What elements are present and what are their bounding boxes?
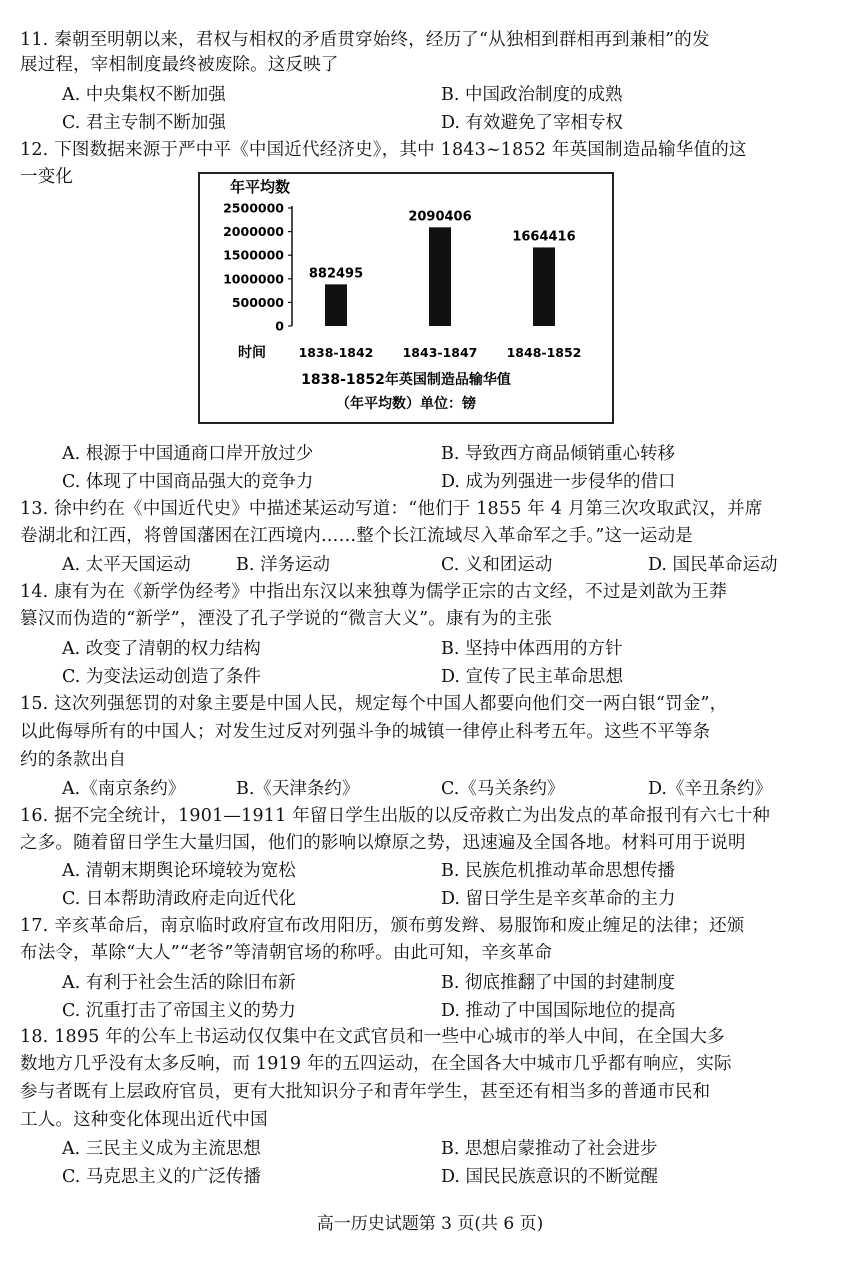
y-tick-label: 1000000 (223, 271, 284, 287)
q18-stem-line-3: 参与者既有上层政府官员，更有大批知识分子和青年学生，甚至还有相当多的普通市民和 (20, 1082, 711, 1102)
bar-chart (200, 174, 612, 422)
y-tick-label: 2500000 (223, 200, 284, 216)
q18-option-b[interactable]: B. 思想启蒙推动了社会进步 (441, 1139, 658, 1159)
q17-stem-line-2: 布法令，革除“大人”“老爷”等清朝官场的称呼。由此可知，辛亥革命 (20, 943, 553, 963)
y-tick-label: 2000000 (223, 224, 284, 240)
q12-options-row-1 (0, 441, 860, 467)
q15-stem-line-1: 15. 这次列强惩罚的对象主要是中国人民，规定每个中国人都要向他们交一两白银“罚金”， (20, 694, 728, 714)
q16-options-row-1 (0, 858, 860, 884)
q15-option-d[interactable]: D.《辛丑条约》 (648, 779, 772, 799)
q11-option-d[interactable]: D. 有效避免了宰相专权 (441, 113, 624, 133)
q11-stem-line-2: 展过程，宰相制度最终被废除。这反映了 (20, 55, 339, 75)
bar (325, 284, 347, 326)
bar-chart-figure (198, 172, 614, 424)
q16-stem-line-2: 之多。随着留日学生大量归国，他们的影响以燎原之势，迅速遍及全国各地。材料可用于说明 (20, 833, 746, 853)
y-tick-label: 1500000 (223, 247, 284, 263)
q11-option-a[interactable]: A. 中央集权不断加强 (62, 85, 226, 105)
q16-option-b[interactable]: B. 民族危机推动革命思想传播 (441, 861, 675, 881)
q17-option-d[interactable]: D. 推动了中国国际地位的提高 (441, 1001, 676, 1021)
bar (429, 227, 451, 326)
q14-stem-line-1: 14. 康有为在《新学伪经考》中指出东汉以来独尊为儒学正宗的古文经，不过是刘歆为王莽 (20, 582, 727, 602)
q16-option-d[interactable]: D. 留日学生是辛亥革命的主力 (441, 889, 676, 909)
y-tick-label: 500000 (231, 294, 284, 310)
y-axis-label: 年平均数 (230, 178, 291, 196)
q11-options-row-2 (0, 110, 860, 136)
q17-options-row-2 (0, 998, 860, 1024)
q17-options-row-1 (0, 970, 860, 996)
x-tick-label: 1848-1852 (506, 345, 582, 360)
q14-stem-line-2: 篡汉而伪造的“新学”，湮没了孔子学说的“微言大义”。康有为的主张 (20, 609, 553, 629)
q17-option-c[interactable]: C. 沉重打击了帝国主义的势力 (62, 1001, 296, 1021)
q17-option-a[interactable]: A. 有利于社会生活的除旧布新 (62, 973, 296, 993)
chart-subtitle: （年平均数）单位：镑 (336, 396, 476, 412)
q12-option-b[interactable]: B. 导致西方商品倾销重心转移 (441, 444, 675, 464)
q13-stem-line-2: 卷湖北和江西，将曾国藩困在江西境内……整个长江流域尽入革命军之手。”这一运动是 (20, 526, 693, 546)
bar-data-label: 882495 (308, 266, 364, 282)
q13-stem-line-1: 13. 徐中约在《中国近代史》中描述某运动写道：“他们于 1855 年 4 月第三次攻取武汉，并席 (20, 499, 763, 519)
q13-options-row (0, 552, 860, 578)
q11-stem-line-1: 11. 秦朝至明朝以来，君权与相权的矛盾贯穿始终，经历了“从独相到群相再到兼相”的发 (20, 30, 710, 50)
q12-stem-line-2: 一变化 (20, 167, 74, 187)
q14-options-row-2 (0, 664, 860, 690)
q12-stem-line-1: 12. 下图数据来源于严中平《中国近代经济史》，其中 1843~1852 年英国制造品输华值的这 (20, 140, 747, 160)
q16-stem-line-1: 16. 据不完全统计，1901—1911 年留日学生出版的以反帝救亡为出发点的革命报刊有六七十种 (20, 806, 771, 826)
q18-option-c[interactable]: C. 马克思主义的广泛传播 (62, 1167, 261, 1187)
q15-option-c[interactable]: C.《马关条约》 (441, 779, 565, 799)
q12-options-row-2 (0, 469, 860, 495)
q15-stem-line-3: 约的条款出自 (20, 750, 127, 770)
q14-option-a[interactable]: A. 改变了清朝的权力结构 (62, 639, 261, 659)
q18-stem-line-4: 工人。这种变化体现出近代中国 (20, 1110, 268, 1130)
q18-options-row-1 (0, 1136, 860, 1162)
q17-stem-line-1: 17. 辛亥革命后，南京临时政府宣布改用阳历，颁布剪发辫、易服饰和废止缠足的法律；还颁 (20, 916, 745, 936)
x-tick-label: 1843-1847 (402, 345, 478, 360)
q15-stem-line-2: 以此侮辱所有的中国人；对发生过反对列强斗争的城镇一律停止科考五年。这些不平等条 (20, 722, 711, 742)
bar-data-label: 2090406 (408, 209, 472, 225)
q12-option-a[interactable]: A. 根源于中国通商口岸开放过少 (62, 444, 314, 464)
page-footer: 高一历史试题第 3 页(共 6 页) (316, 1214, 544, 1234)
q16-option-a[interactable]: A. 清朝末期舆论环境较为宽松 (62, 861, 296, 881)
q14-option-b[interactable]: B. 坚持中体西用的方针 (441, 639, 623, 659)
q13-option-a[interactable]: A. 太平天国运动 (62, 555, 191, 575)
chart-title: 1838-1852年英国制造品输华值 (301, 372, 511, 388)
bar (533, 247, 555, 326)
q13-option-b[interactable]: B. 洋务运动 (236, 555, 330, 575)
q15-option-b[interactable]: B.《天津条约》 (236, 779, 360, 799)
q11-options-row-1 (0, 82, 860, 108)
q18-option-a[interactable]: A. 三民主义成为主流思想 (62, 1139, 261, 1159)
q15-options-row (0, 776, 860, 802)
q16-options-row-2 (0, 886, 860, 912)
q12-option-d[interactable]: D. 成为列强进一步侵华的借口 (441, 472, 676, 492)
q13-option-c[interactable]: C. 义和团运动 (441, 555, 553, 575)
bar-data-label: 1664416 (512, 229, 576, 245)
y-tick-label: 0 (275, 318, 284, 334)
q17-option-b[interactable]: B. 彻底推翻了中国的封建制度 (441, 973, 675, 993)
x-axis-label: 时间 (238, 345, 266, 361)
x-tick-label: 1838-1842 (298, 345, 374, 360)
q14-option-d[interactable]: D. 宣传了民主革命思想 (441, 667, 624, 687)
q12-option-c[interactable]: C. 体现了中国商品强大的竞争力 (62, 472, 314, 492)
q18-options-row-2 (0, 1164, 860, 1190)
q18-stem-line-2: 数地方几乎没有太多反响，而 1919 年的五四运动，在全国各大中城市几乎都有响应，实际 (20, 1054, 732, 1074)
q11-option-b[interactable]: B. 中国政治制度的成熟 (441, 85, 623, 105)
q14-option-c[interactable]: C. 为变法运动创造了条件 (62, 667, 261, 687)
q13-option-d[interactable]: D. 国民革命运动 (648, 555, 778, 575)
q15-option-a[interactable]: A.《南京条约》 (62, 779, 186, 799)
q18-option-d[interactable]: D. 国民民族意识的不断觉醒 (441, 1167, 659, 1187)
q11-option-c[interactable]: C. 君主专制不断加强 (62, 113, 226, 133)
q16-option-c[interactable]: C. 日本帮助清政府走向近代化 (62, 889, 296, 909)
q18-stem-line-1: 18. 1895 年的公车上书运动仅仅集中在文武官员和一些中心城市的举人中间，在全国大多 (20, 1027, 725, 1047)
q14-options-row-1 (0, 636, 860, 662)
